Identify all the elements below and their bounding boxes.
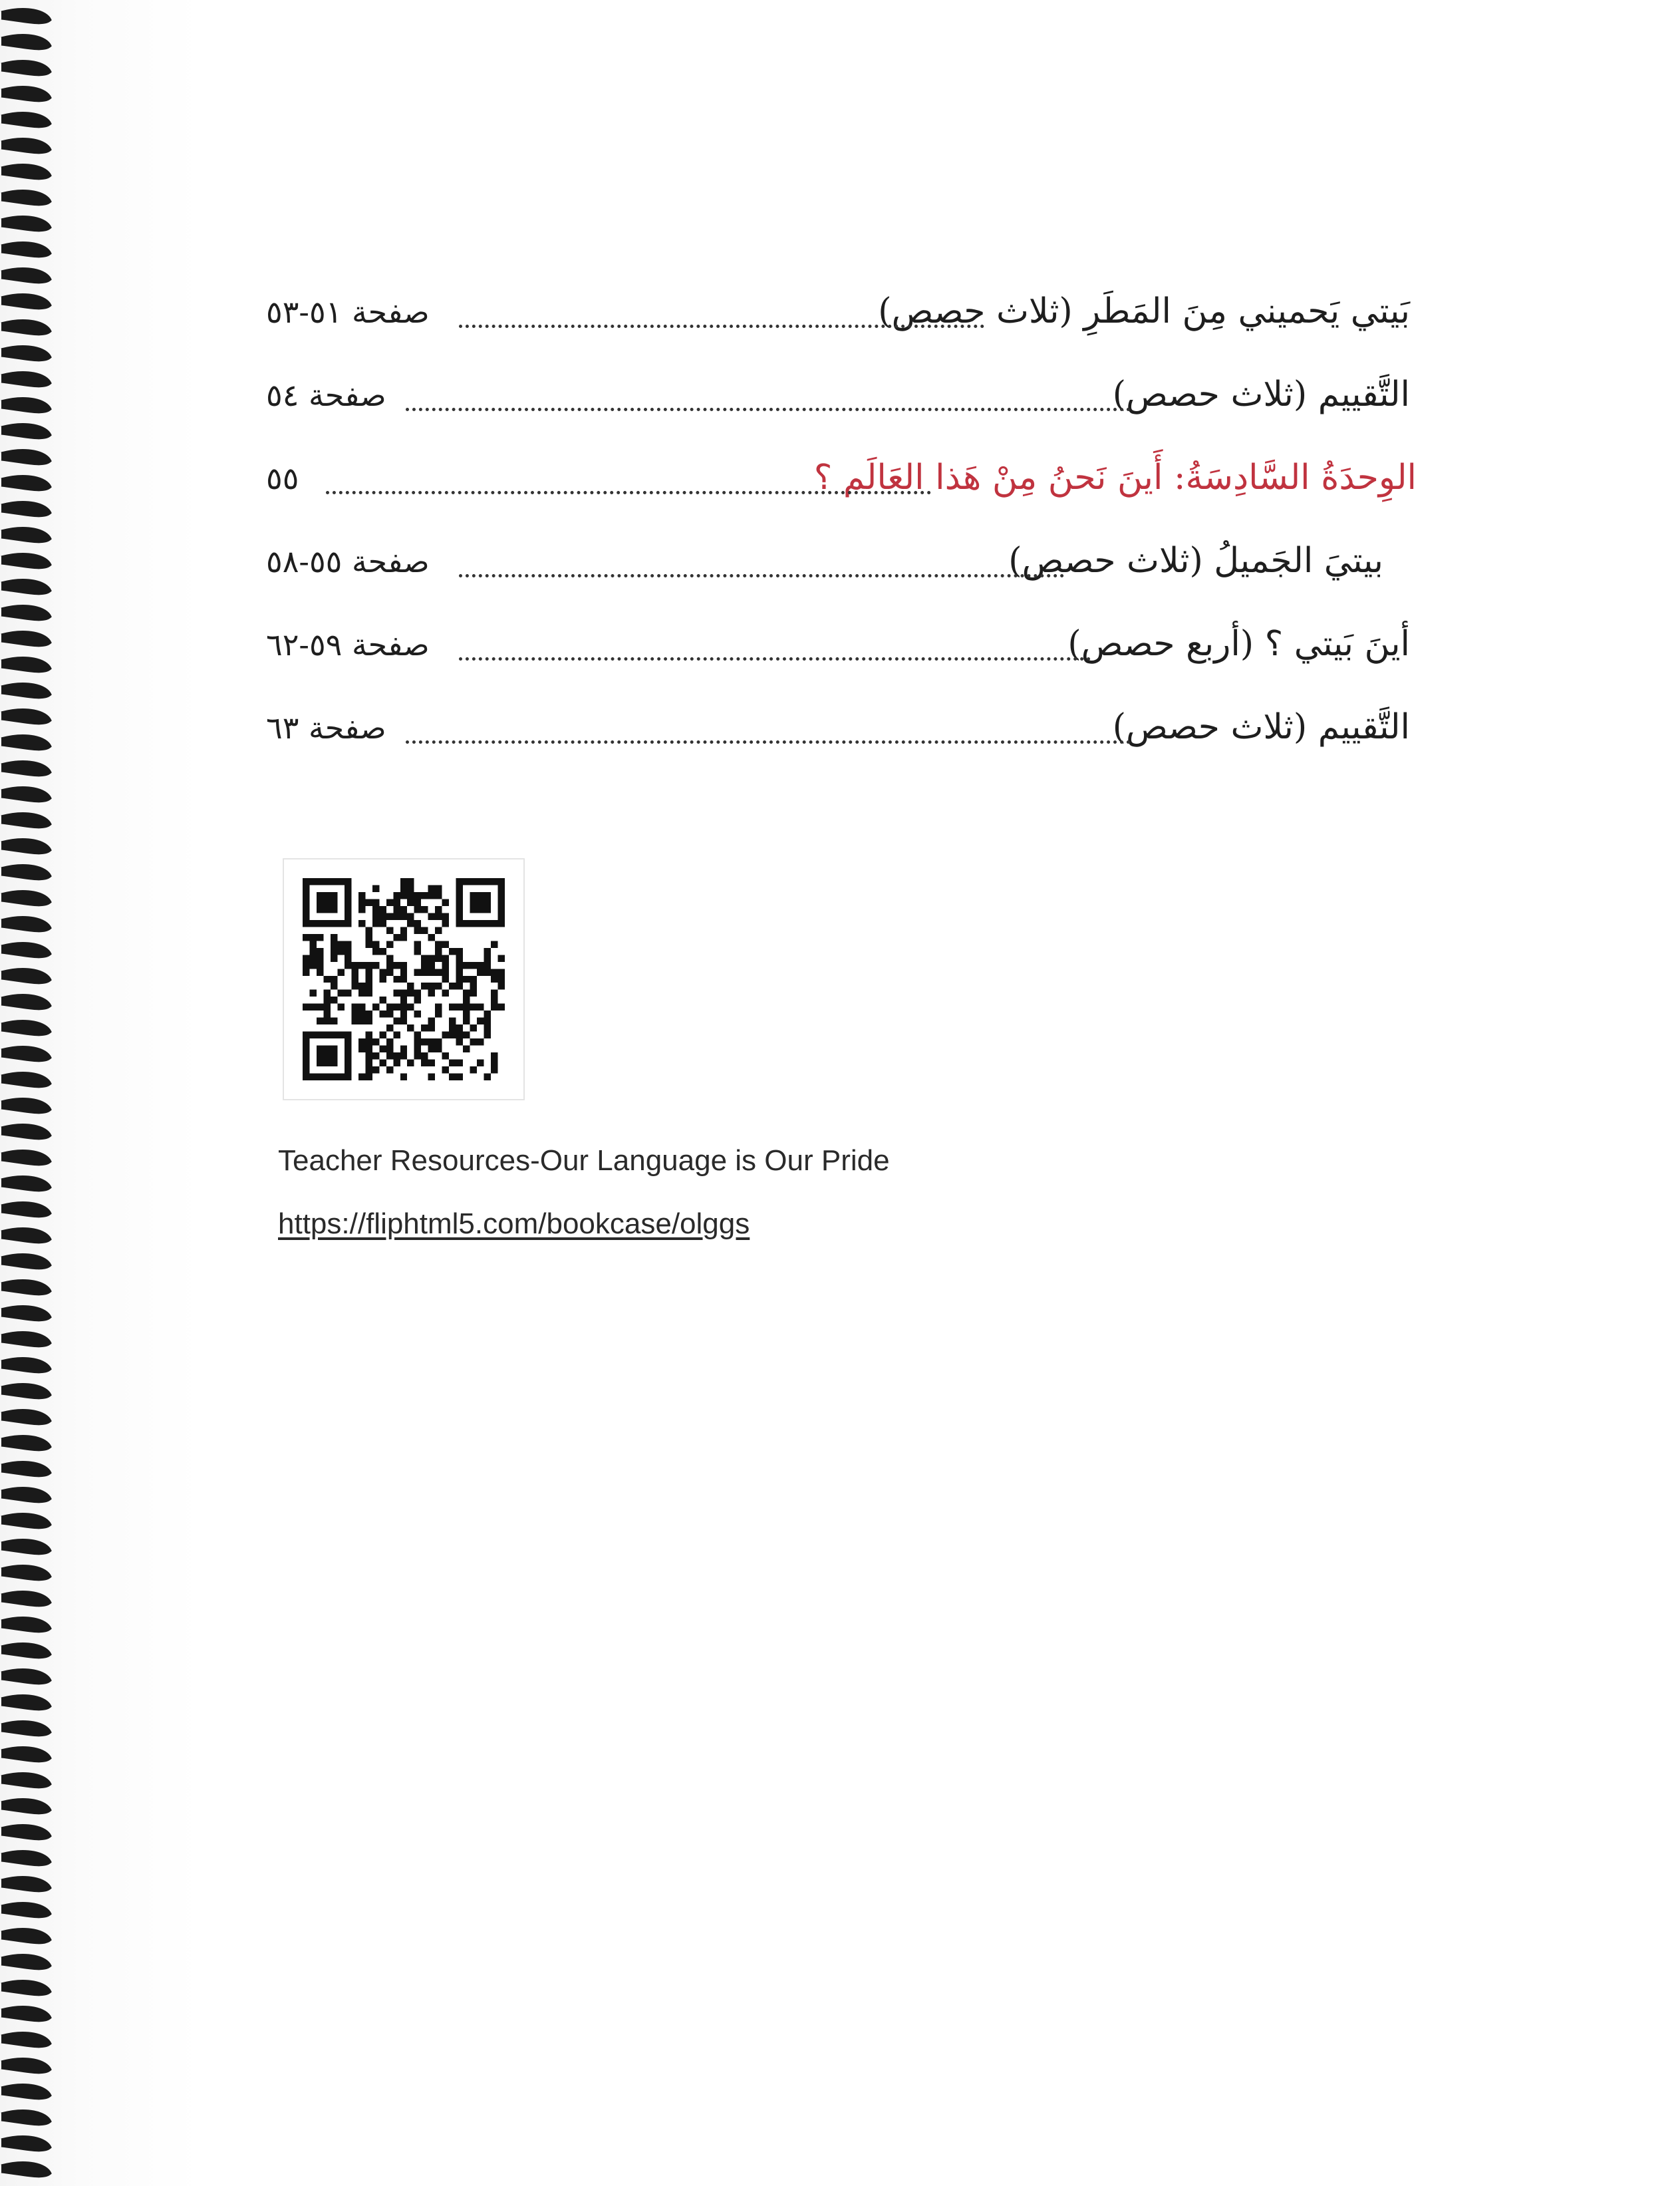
binding-coil xyxy=(1,1825,51,1839)
binding-coil xyxy=(1,1047,51,1061)
binding-coil xyxy=(1,840,51,854)
binding-coil xyxy=(1,1929,51,1943)
toc-entry-page: صفحة ٥٥-٥٨ xyxy=(266,544,430,579)
binding-coil xyxy=(1,736,51,750)
binding-coil xyxy=(1,347,51,361)
binding-coil xyxy=(1,1799,51,1813)
toc-unit-heading xyxy=(266,452,1417,512)
binding-coil xyxy=(1,528,51,542)
binding-coil xyxy=(1,321,51,335)
binding-coil xyxy=(1,2111,51,2125)
unit-heading-page: ٥٥ xyxy=(266,460,299,496)
binding-coil xyxy=(1,243,51,257)
binding-coil xyxy=(1,762,51,776)
binding-coil xyxy=(1,424,51,438)
binding-coil xyxy=(1,2059,51,2073)
teacher-resources-link[interactable]: https://fliphtml5.com/bookcase/olggs xyxy=(278,1207,750,1240)
binding-coil xyxy=(1,1981,51,1995)
binding-coil xyxy=(1,217,51,231)
binding-coil xyxy=(1,373,51,387)
binding-coil xyxy=(1,606,51,620)
binding-coil xyxy=(1,995,51,1009)
binding-coil xyxy=(1,1281,51,1295)
binding-coil xyxy=(1,1644,51,1658)
binding-coil xyxy=(1,1722,51,1736)
qr-code-icon xyxy=(303,878,505,1080)
binding-coil xyxy=(1,1955,51,1969)
binding-coil xyxy=(1,113,51,127)
binding-coil xyxy=(1,1748,51,1762)
binding-coil xyxy=(1,1877,51,1891)
binding-coil xyxy=(1,295,51,309)
binding-coil xyxy=(1,398,51,412)
binding-coil xyxy=(1,476,51,490)
binding-coil xyxy=(1,891,51,905)
toc-leader-dots xyxy=(406,408,1131,411)
toc-entry-title: بيتيَ الجَميلُ (ثلاث حصص) xyxy=(1008,541,1383,581)
binding-coil xyxy=(1,632,51,646)
binding-coil xyxy=(1,450,51,464)
toc-row xyxy=(266,286,1410,346)
binding-coil xyxy=(1,1592,51,1606)
binding-coil xyxy=(1,917,51,931)
binding-coil xyxy=(1,1488,51,1502)
binding-coil xyxy=(1,1670,51,1684)
toc-entry-page: صفحة ٥٩-٦٢ xyxy=(266,627,430,663)
toc-row xyxy=(266,702,1410,762)
binding-coil xyxy=(1,139,51,153)
binding-coil xyxy=(1,165,51,179)
binding-coil xyxy=(1,1540,51,1554)
binding-coil xyxy=(1,269,51,283)
toc-entry-title: أينَ بَيتي ؟ (أربع حصص) xyxy=(1067,624,1410,664)
binding-coil xyxy=(1,1099,51,1113)
toc-row xyxy=(266,619,1410,679)
binding-coil xyxy=(1,554,51,568)
binding-coil xyxy=(1,865,51,879)
binding-coil xyxy=(1,1229,51,1243)
toc-entry-page: صفحة ٥٤ xyxy=(266,377,386,413)
binding-coil xyxy=(1,87,51,101)
binding-coil xyxy=(1,943,51,957)
toc-row xyxy=(266,369,1410,429)
binding-coil xyxy=(1,1384,51,1398)
binding-coil xyxy=(1,1851,51,1865)
toc-leader-dots xyxy=(326,491,931,494)
binding-coil xyxy=(1,35,51,49)
binding-coil xyxy=(1,2007,51,2021)
binding-coil xyxy=(1,1410,51,1424)
binding-coil xyxy=(1,2137,51,2151)
toc-leader-dots xyxy=(459,574,1064,577)
binding-coil xyxy=(1,9,51,23)
binding-coil xyxy=(1,969,51,983)
binding-coil xyxy=(1,61,51,75)
binding-coil xyxy=(1,2033,51,2047)
table-of-contents xyxy=(266,286,1417,785)
binding-coil xyxy=(1,1903,51,1917)
binding-coil xyxy=(1,1021,51,1035)
spiral-binding xyxy=(0,0,60,2186)
binding-coil xyxy=(1,1151,51,1165)
teacher-resources-title: Teacher Resources-Our Language is Our Pride xyxy=(278,1144,890,1177)
binding-coil xyxy=(1,191,51,205)
toc-leader-dots xyxy=(406,740,1131,744)
binding-coil xyxy=(1,1774,51,1788)
toc-entry-title: بَيتي يَحميني مِنَ المَطَرِ (ثلاث حصص) xyxy=(878,291,1410,331)
qr-code[interactable] xyxy=(283,858,525,1100)
binding-coil xyxy=(1,684,51,698)
binding-coil xyxy=(1,1696,51,1710)
toc-entry-page: صفحة ٦٣ xyxy=(266,710,386,746)
binding-coil xyxy=(1,1255,51,1269)
toc-row xyxy=(266,536,1410,595)
binding-coil xyxy=(1,1332,51,1346)
toc-entry-page: صفحة ٥١-٥٣ xyxy=(266,294,430,330)
spiral-coil-icon xyxy=(0,0,60,2186)
binding-coil xyxy=(1,1125,51,1139)
binding-coil xyxy=(1,710,51,724)
binding-coil xyxy=(1,1618,51,1632)
binding-coil xyxy=(1,1307,51,1321)
binding-coil xyxy=(1,1462,51,1476)
binding-coil xyxy=(1,502,51,516)
binding-coil xyxy=(1,1177,51,1191)
binding-coil xyxy=(1,814,51,828)
toc-leader-dots xyxy=(459,657,1091,661)
binding-coil xyxy=(1,1358,51,1372)
binding-coil xyxy=(1,580,51,594)
binding-coil xyxy=(1,1514,51,1528)
binding-coil xyxy=(1,658,51,672)
binding-coil xyxy=(1,2163,51,2177)
binding-coil xyxy=(1,788,51,802)
toc-entry-title: التَّقييم (ثلاث حصص) xyxy=(1112,707,1410,747)
binding-coil xyxy=(1,1073,51,1087)
toc-leader-dots xyxy=(459,325,984,328)
toc-entry-title: التَّقييم (ثلاث حصص) xyxy=(1112,375,1410,414)
binding-coil xyxy=(1,1436,51,1450)
binding-coil xyxy=(1,1203,51,1217)
binding-coil xyxy=(1,1566,51,1580)
unit-heading-title: الوِحدَةُ السَّادِسَةُ: أَينَ نَحنُ مِنْ هَذا العَالَم ؟ xyxy=(813,458,1417,498)
binding-coil xyxy=(1,2085,51,2099)
